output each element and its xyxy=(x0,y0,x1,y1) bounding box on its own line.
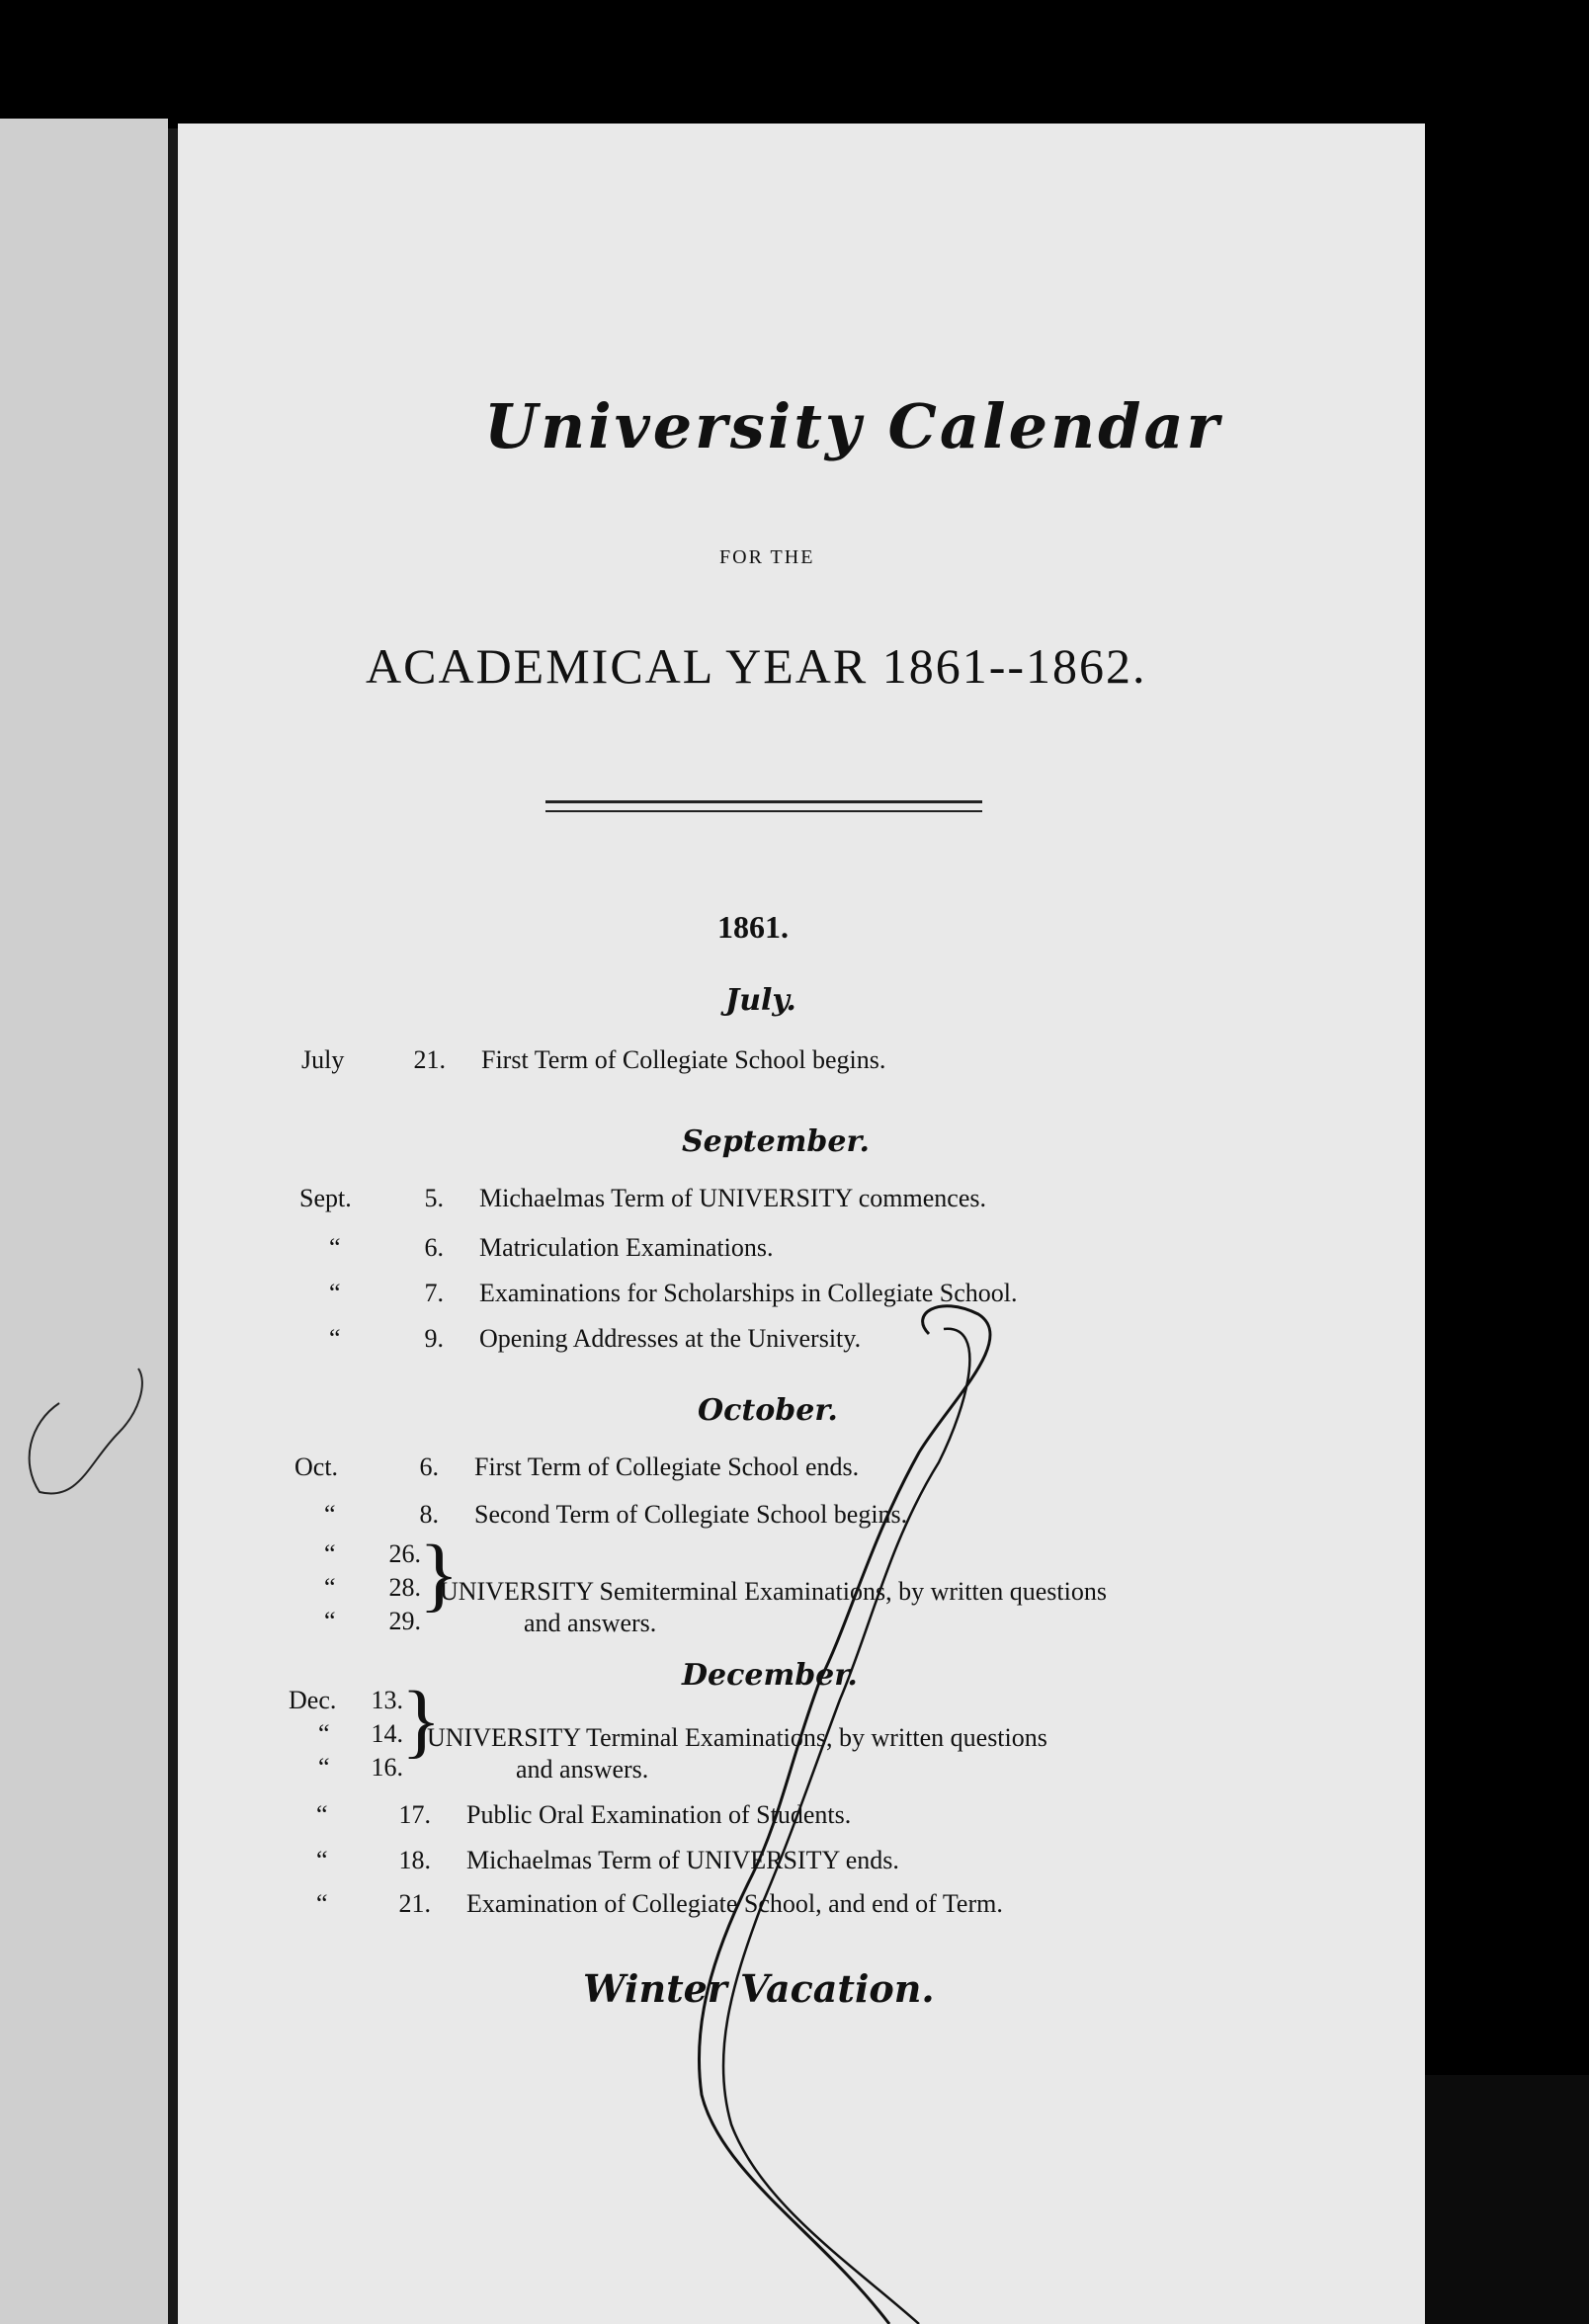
group-text-cont: and answers. xyxy=(516,1755,649,1784)
row-month: “ xyxy=(324,1539,336,1568)
row-month: July xyxy=(301,1045,345,1074)
month-heading-october: October. xyxy=(698,1393,838,1428)
row-month: “ xyxy=(324,1573,336,1602)
row-day: 21. xyxy=(413,1045,446,1074)
brace-icon: } xyxy=(419,1529,460,1620)
row-month: “ xyxy=(316,1800,328,1829)
month-heading-july: July. xyxy=(725,983,796,1018)
row-day: 5. xyxy=(424,1184,444,1212)
row-month: “ xyxy=(324,1607,336,1635)
row-text: Examinations for Scholarships in Collegiate School. xyxy=(479,1279,1018,1307)
row-day: 6. xyxy=(424,1233,444,1262)
row-month: “ xyxy=(329,1233,341,1262)
row-day: 6. xyxy=(419,1452,439,1481)
academical-year-heading: ACADEMICAL YEAR 1861--1862. xyxy=(366,638,1147,694)
page-title: University Calendar xyxy=(484,390,1222,462)
row-text: Examination of Collegiate School, and end of Term. xyxy=(466,1889,1003,1918)
row-day: 13. xyxy=(371,1686,403,1714)
row-day: 17. xyxy=(398,1800,431,1829)
row-month: “ xyxy=(324,1500,336,1529)
group-text: UNIVERSITY Terminal Examinations, by written questions xyxy=(427,1723,1047,1752)
row-day: 29. xyxy=(388,1607,421,1635)
group-text-cont: and answers. xyxy=(524,1609,657,1637)
row-day: 7. xyxy=(424,1279,444,1307)
row-month: “ xyxy=(316,1889,328,1918)
row-text: Opening Addresses at the University. xyxy=(479,1324,862,1353)
row-month: “ xyxy=(329,1324,341,1353)
row-text: Public Oral Examination of Students. xyxy=(466,1800,852,1829)
row-text: Michaelmas Term of UNIVERSITY ends. xyxy=(466,1846,899,1874)
row-day: 16. xyxy=(371,1753,403,1782)
row-text: Michaelmas Term of UNIVERSITY commences. xyxy=(479,1184,986,1212)
row-month: “ xyxy=(318,1753,330,1782)
winter-vacation-heading: Winter Vacation. xyxy=(583,1966,935,2011)
month-heading-december: December. xyxy=(682,1658,858,1693)
row-day: 28. xyxy=(388,1573,421,1602)
row-month: “ xyxy=(329,1279,341,1307)
row-month: “ xyxy=(318,1719,330,1748)
group-text: UNIVERSITY Semiterminal Examinations, by written questions xyxy=(440,1577,1107,1606)
row-month: Sept. xyxy=(299,1184,352,1212)
row-day: 8. xyxy=(419,1500,439,1529)
for-the-line: FOR THE xyxy=(719,546,815,568)
brace-icon: } xyxy=(401,1675,442,1767)
row-day: 21. xyxy=(398,1889,431,1918)
row-day: 26. xyxy=(388,1539,421,1568)
row-day: 14. xyxy=(371,1719,403,1748)
row-month: Dec. xyxy=(289,1686,337,1714)
row-day: 9. xyxy=(424,1324,444,1353)
row-month: Oct. xyxy=(294,1452,339,1481)
row-day: 18. xyxy=(398,1846,431,1874)
row-text: First Term of Collegiate School begins. xyxy=(481,1045,886,1074)
row-text: First Term of Collegiate School ends. xyxy=(474,1452,860,1481)
row-text: Second Term of Collegiate School begins. xyxy=(474,1500,908,1529)
year-heading: 1861. xyxy=(717,909,789,945)
row-month: “ xyxy=(316,1846,328,1874)
month-heading-september: September. xyxy=(682,1124,870,1159)
row-text: Matriculation Examinations. xyxy=(479,1233,774,1262)
